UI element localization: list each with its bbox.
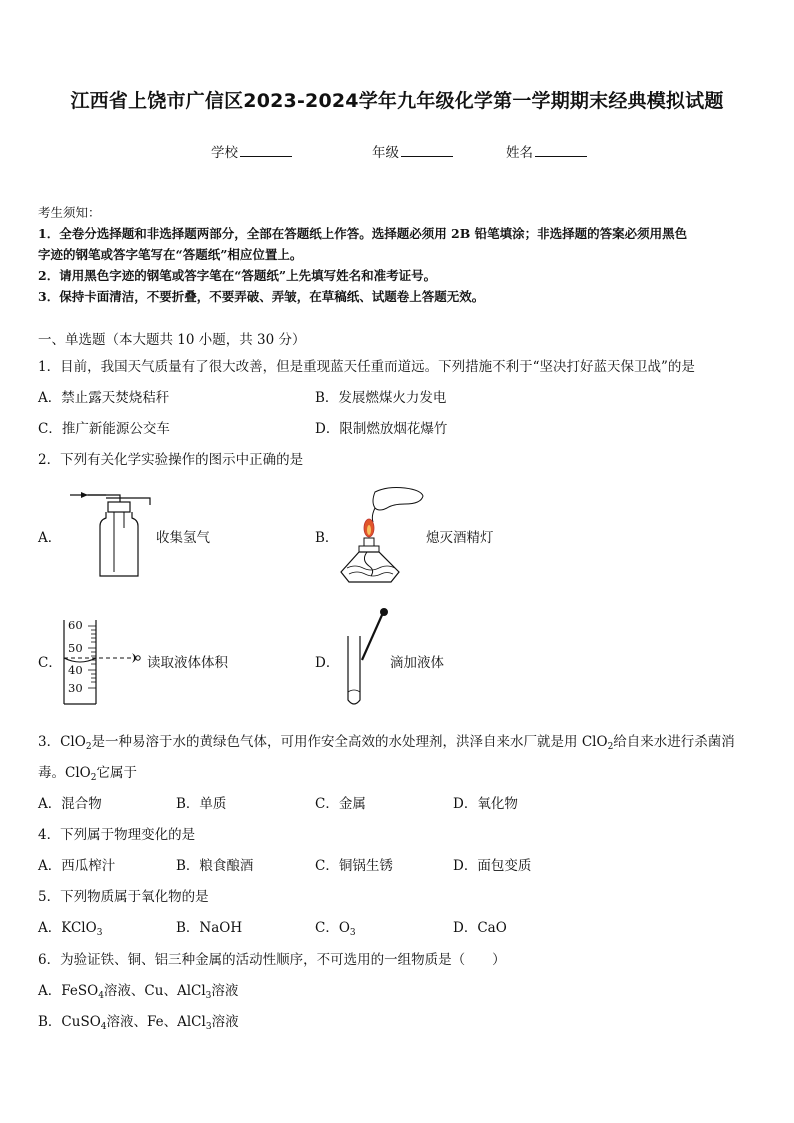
q2-option-b-caption: 熄灭酒精灯 <box>426 530 494 546</box>
q1-option-c: C．推广新能源公交车 <box>38 421 170 437</box>
name-field <box>506 141 587 161</box>
q2-option-a-caption: 收集氢气 <box>156 530 210 546</box>
q5-option-a: A．KClO$_3$ <box>38 920 103 938</box>
q4-stem: 4．下列属于物理变化的是 <box>38 827 196 843</box>
section-heading: 一、单选题（本大题共 10 小题，共 30 分） <box>38 332 306 348</box>
notice-item-1-line-1: 1．全卷分选择题和非选择题两部分，全部在答题纸上作答。选择题必须用 2B 铅笔填涂；非选择题的答案必须用黑色 <box>38 226 688 241</box>
q2-option-c-caption: 读取液体体积 <box>147 655 228 671</box>
q3-option-a: A．混合物 <box>38 796 102 812</box>
q4-option-a: A．西瓜榨汁 <box>38 858 116 874</box>
q3-stem-line-2: 毒。ClO$_2$它属于 <box>38 765 137 783</box>
name-blank <box>535 144 587 157</box>
q3-option-d: D．氧化物 <box>453 796 518 812</box>
q6-stem: 6．为验证铁、铜、铝三种金属的活动性顺序，不可选用的一组物质是（ ） <box>38 952 506 968</box>
q2-option-d-caption: 滴加液体 <box>390 655 444 671</box>
q4-option-b: B．粮食酿酒 <box>176 858 254 874</box>
grade-field <box>372 141 453 161</box>
q5-option-c: C．$O_3$ <box>315 920 356 938</box>
alcohol-lamp-figure <box>335 482 427 586</box>
page-title: 江西省上饶市广信区2023-2024学年九年级化学第一学期期末经典模拟试题 <box>70 90 724 112</box>
school-label: 学校 <box>211 145 238 161</box>
q3-option-c: C．金属 <box>315 796 366 812</box>
dropper-test-tube-figure <box>340 606 392 710</box>
q3-stem-line-1: 3．ClO$_2$是一种易溶于水的黄绿色气体，可用作安全高效的水处理剂，洪泽自来水厂就是用 ClO$_2$给自来水进行杀菌消 <box>38 734 735 752</box>
q6-option-a: A．FeSO$_4$溶液、Cu、AlCl$_3$溶液 <box>38 983 239 1001</box>
notice-heading: 考生须知： <box>38 205 101 220</box>
school-blank <box>240 144 292 157</box>
scale-label-30: 30 <box>68 681 83 695</box>
q1-option-b: B．发展燃煤火力发电 <box>315 390 447 406</box>
q4-option-c: C．铜锅生锈 <box>315 858 393 874</box>
notice-item-1-line-2: 字迹的钢笔或答字笔写在“答题纸”相应位置上。 <box>38 247 303 262</box>
q3-option-b: B．单质 <box>176 796 227 812</box>
q5-stem: 5．下列物质属于氧化物的是 <box>38 889 209 905</box>
notice-item-2: 2．请用黑色字迹的钢笔或答字笔在“答题纸”上先填写姓名和准考证号。 <box>38 268 437 283</box>
grade-blank <box>401 144 453 157</box>
scale-label-60: 60 <box>68 618 83 632</box>
q2-option-c-letter: C． <box>38 655 62 671</box>
q6-option-b: B．CuSO$_4$溶液、Fe、AlCl$_3$溶液 <box>38 1014 239 1032</box>
q5-option-b: B．NaOH <box>176 920 243 936</box>
q1-stem: 1．目前，我国天气质量有了很大改善，但是重现蓝天任重而道远。下列措施不利于“坚决打好蓝天保卫战”的是 <box>38 359 695 375</box>
q2-option-a-letter: A． <box>38 530 62 546</box>
q1-option-a: A．禁止露天焚烧秸秆 <box>38 390 170 406</box>
scale-label-50: 50 <box>68 641 83 655</box>
grade-label: 年级 <box>372 145 399 161</box>
school-field <box>211 141 292 161</box>
q2-option-d-letter: D． <box>315 655 340 671</box>
gas-collection-bottle-figure <box>66 488 156 584</box>
scale-label-40: 40 <box>68 663 83 677</box>
q4-option-d: D．面包变质 <box>453 858 532 874</box>
name-label: 姓名 <box>506 145 533 161</box>
notice-item-3: 3．保持卡面清洁，不要折叠，不要弄破、弄皱，在草稿纸、试题卷上答题无效。 <box>38 289 485 304</box>
q5-option-d: D．CaO <box>453 920 507 936</box>
q1-option-d: D．限制燃放烟花爆竹 <box>315 421 448 437</box>
q2-stem: 2．下列有关化学实验操作的图示中正确的是 <box>38 452 304 468</box>
q2-option-b-letter: B． <box>315 530 339 546</box>
